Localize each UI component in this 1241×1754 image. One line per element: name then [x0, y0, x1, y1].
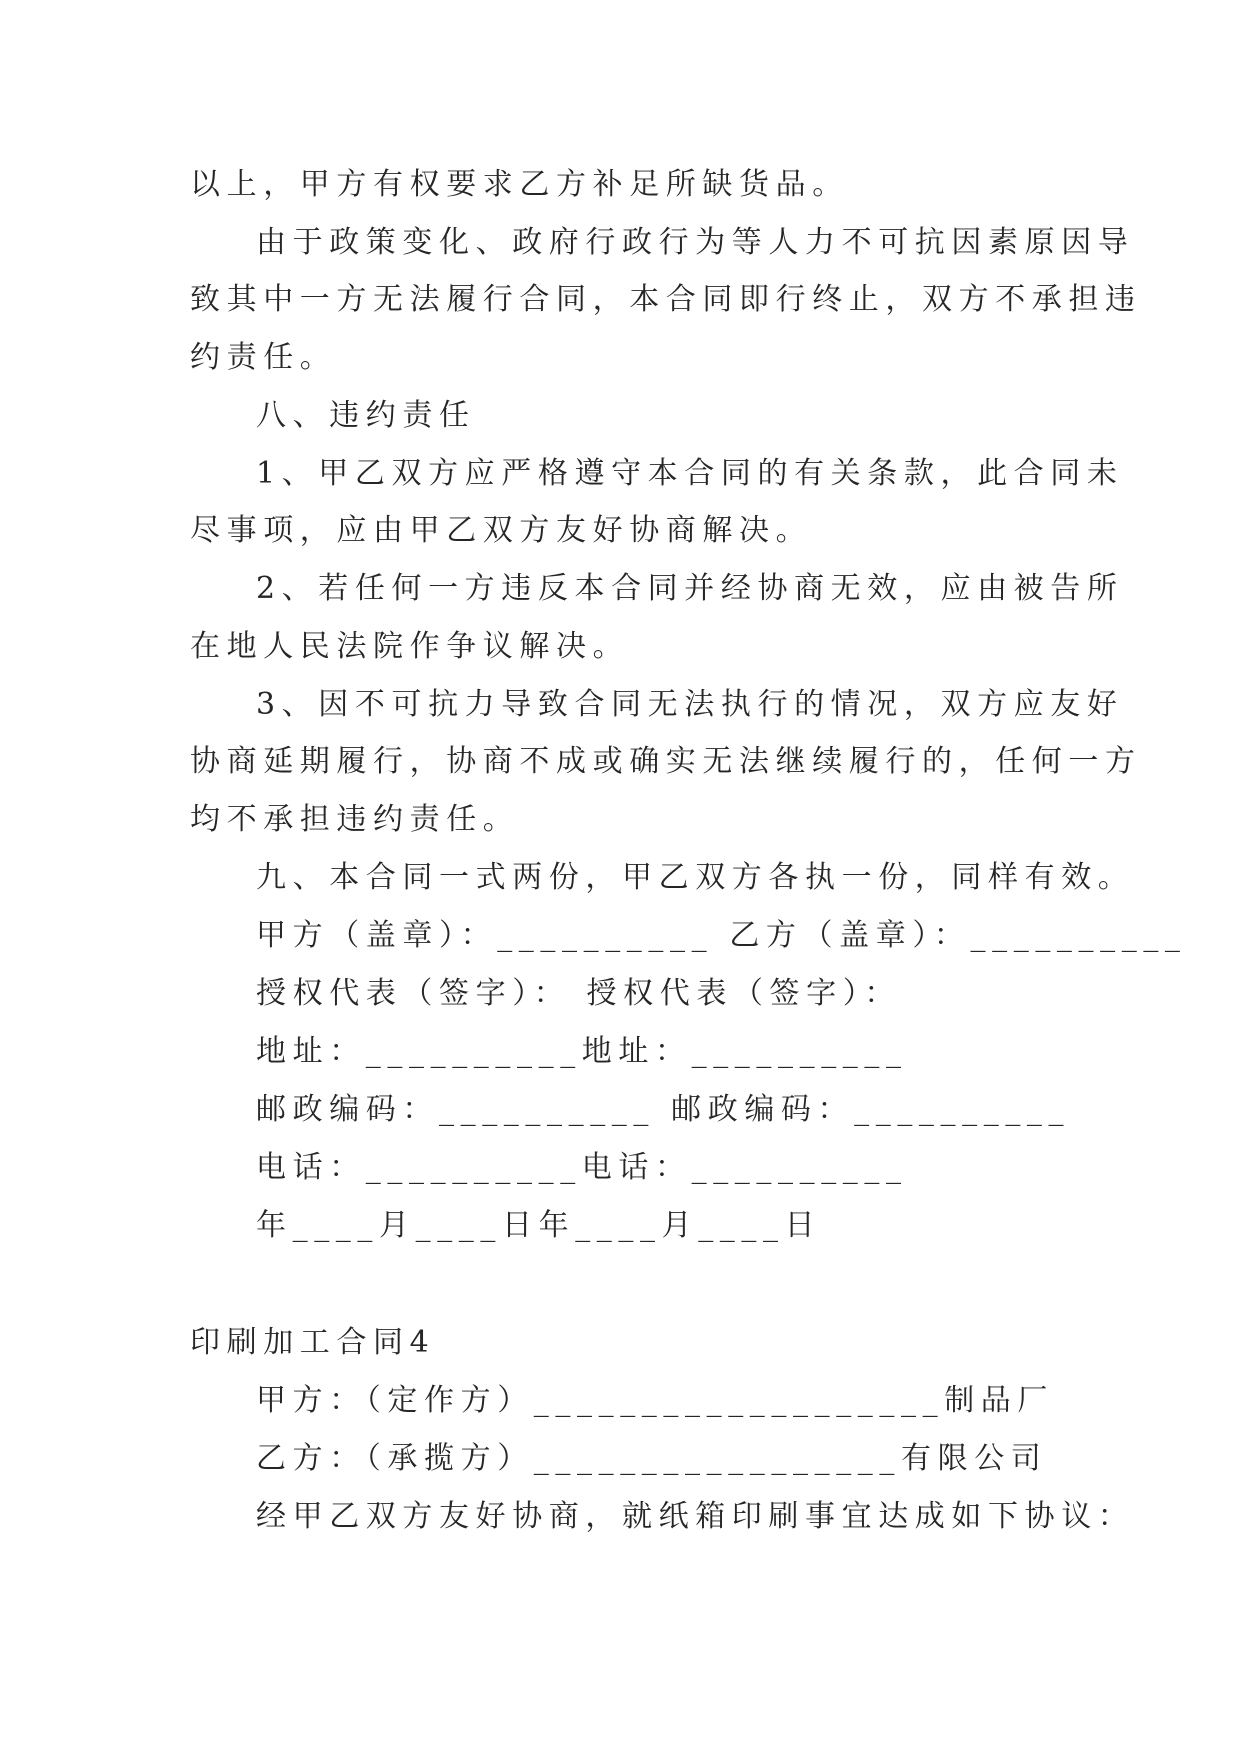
paragraph-line: 在地人民法院作争议解决。 [190, 629, 630, 664]
paragraph-line: 协商延期履行，协商不成或确实无法继续履行的，任何一方 [190, 744, 1142, 779]
paragraph-line: 致其中一方无法履行合同，本合同即行终止，双方不承担违 [190, 282, 1142, 317]
party-a-line: 甲方：（定作方）___________________制品厂 [256, 1383, 1054, 1418]
contract-title: 印刷加工合同4 [190, 1325, 436, 1360]
party-b-line: 乙方：（承揽方）_________________有限公司 [256, 1441, 1048, 1476]
signature-line-postcode: 邮政编码：__________ 邮政编码：__________ [256, 1092, 1071, 1127]
paragraph-line: 由于政策变化、政府行政行为等人力不可抗因素原因导 [256, 225, 1135, 260]
paragraph-line: 2、若任何一方违反本合同并经协商无效，应由被告所 [256, 571, 1124, 606]
signature-line-date: 年____月____日年____月____日 [256, 1208, 822, 1243]
paragraph-line: 1、甲乙双方应严格遵守本合同的有关条款，此合同未 [256, 456, 1124, 491]
paragraph-line: 约责任。 [190, 340, 337, 375]
signature-line-seal: 甲方（盖章）：__________ 乙方（盖章）：__________ [256, 918, 1187, 953]
paragraph-line: 尽事项，应由甲乙双方友好协商解决。 [190, 513, 813, 548]
signature-line-address: 地址：__________地址：__________ [256, 1034, 908, 1069]
section-heading: 八、违约责任 [256, 398, 476, 433]
signature-line-representative: 授权代表（签字）： 授权代表（签字）： [256, 976, 901, 1011]
paragraph-line: 九、本合同一式两份，甲乙双方各执一份，同样有效。 [256, 860, 1135, 895]
paragraph-line: 经甲乙双方友好协商，就纸箱印刷事宜达成如下协议： [256, 1499, 1135, 1534]
paragraph-line: 以上，甲方有权要求乙方补足所缺货品。 [190, 167, 849, 202]
signature-line-phone: 电话：__________电话：__________ [256, 1150, 908, 1185]
paragraph-line: 3、因不可抗力导致合同无法执行的情况，双方应友好 [256, 687, 1124, 722]
paragraph-line: 均不承担违约责任。 [190, 802, 520, 837]
